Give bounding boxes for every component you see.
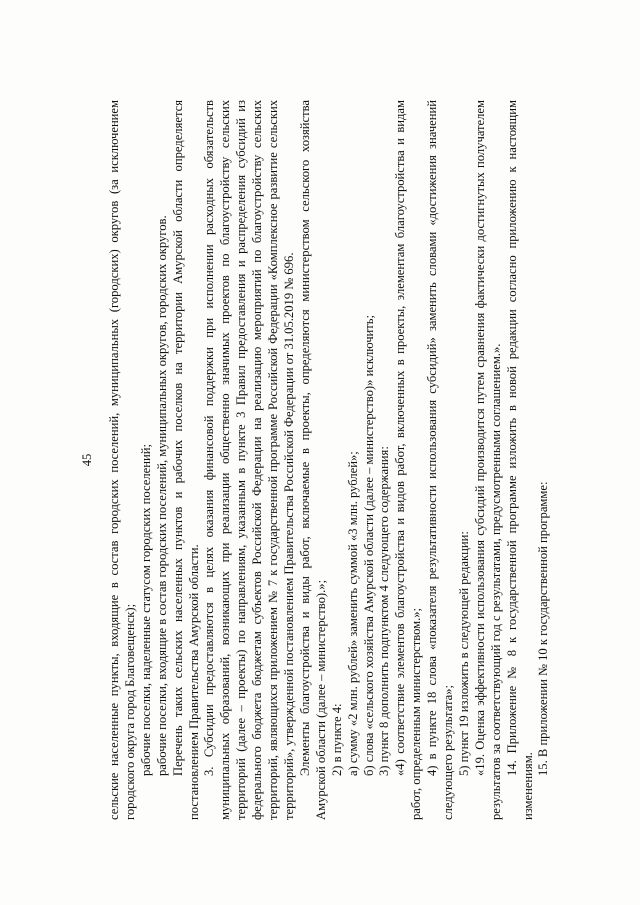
paragraph: а) сумму «2 млн. рублей» заменить суммой «3 млн. рублей»;	[345, 451, 360, 776]
paragraph: 4) в пункте 18 слова «показателя результативности использования субсидий» заменить словами «достижения значений следующего результата»;	[425, 100, 456, 820]
paragraph: «4) соответствие элементов благоустройства и видов работ, включенных в проекты, элементам благоустройства и видам работ, определенным министерством.»;	[393, 100, 424, 820]
paragraph: б) слова «сельского хозяйства Амурской области (далее – министерство)» исключить;	[361, 314, 376, 776]
page-number: 45	[80, 453, 94, 467]
paragraph: сельские населенные пункты, входящие в состав городских поселений, муниципальных (городских) округов (за исключением городского округа город Благовещенск);	[107, 100, 137, 820]
rotated-text-block	[80, 100, 580, 820]
paragraph: 3. Субсидии предоставляются в целях оказания финансовой поддержки при исполнении расходных обязательств муниципальных образований, возникающих при реализации общественно значимых проектов по благоустройству сельских территорий (далее – проекты) по направлениям, указанным в пункте 3 Правил предоставления и распределения субсидий из федерального бюджета бюджетам субъектов Российской Федерации на реализацию мероприятий по благоустройству сельских территорий, являющихся приложением № 7 к государственной программе Российской Федерации «Комплексное развитие сельских территорий», утвержденной постановлением Правительства Российской Федерации от 31.05.2019 № 696.	[202, 100, 296, 820]
paragraph: рабочие поселки, наделенные статусом городских поселений;	[138, 444, 153, 776]
paragraph: 14. Приложение № 8 к государственной программе изложить в новой редакции согласно приложению к настоящим изменениям.	[504, 100, 535, 820]
paragraph: 5) пункт 19 изложить в следующей редакции:	[456, 531, 471, 776]
paragraph: Элементы благоустройства и виды работ, включаемые в проекты, определяются министерством сельского хозяйства Амурской области (далее – министерство).»;	[297, 100, 328, 820]
paragraph: рабочие поселки, входящие в состав городских поселений, муниципальных округов, городских округов.	[154, 215, 169, 776]
paragraph: 15. В приложении № 10 к государственной программе:	[536, 481, 551, 776]
paragraph: 2) в пункте 4:	[329, 703, 344, 776]
paragraph: «19. Оценка эффективности использования субсидий производится путем сравнения фактически достигнутых получателем результатов за соответствующий год с результатами, предусмотренными соглашением.».	[472, 100, 503, 820]
paragraph: Перечень таких сельских населенных пунктов и рабочих поселков на территории Амурской области определяется постановлением Правительства Амурской области.	[170, 100, 201, 820]
body-text	[107, 100, 552, 820]
paragraph: 3) пункт 8 дополнить подпунктом 4 следующего содержания:	[377, 446, 392, 776]
